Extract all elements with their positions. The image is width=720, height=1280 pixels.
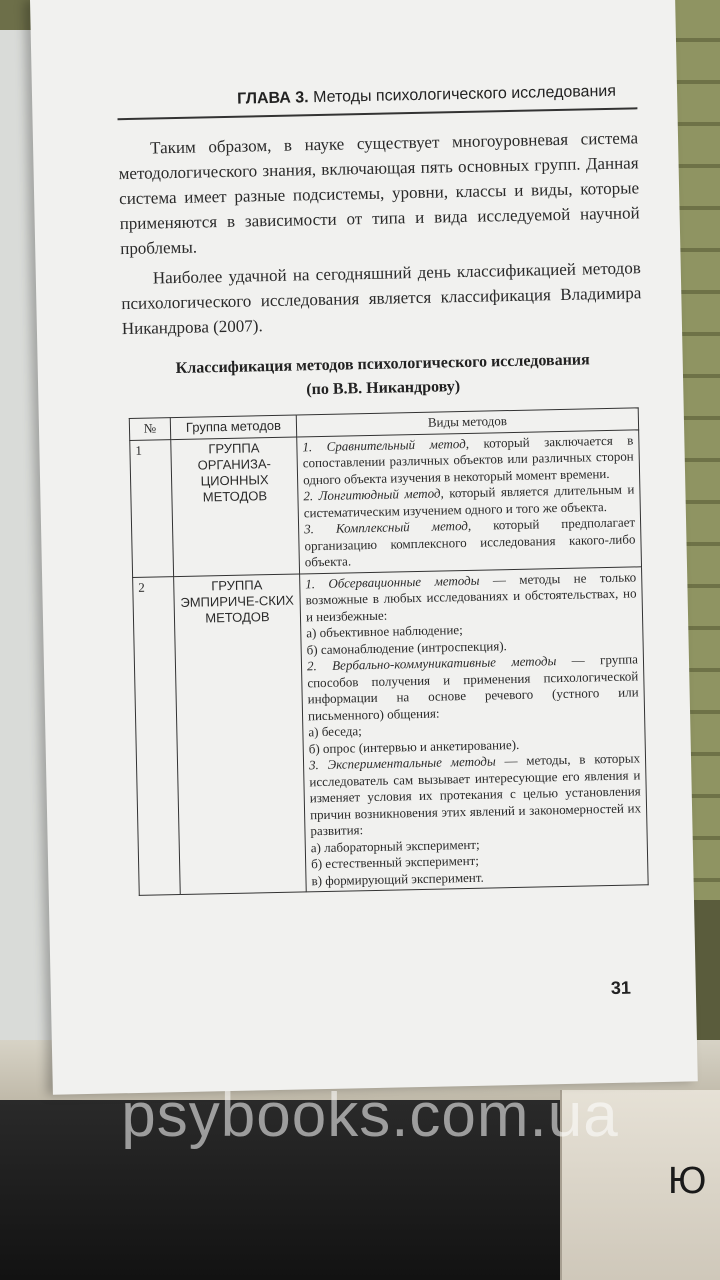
row-types (300, 566, 649, 892)
row-number: 2 (133, 576, 181, 895)
method-item: 1. Обсервационные методы — методы не только возможные в любых исследованиях и обстоятельствах, но и неизбежные: (305, 568, 637, 624)
row-group: ГРУППА ОРГАНИЗА-ЦИОННЫХ МЕТОДОВ (171, 437, 300, 577)
table-title (123, 347, 644, 406)
page-number: 31 (610, 977, 632, 999)
table-title-line-2: (по В.В. Никандрову) (306, 378, 461, 399)
book-page (30, 0, 698, 1095)
paragraph-1: Таким образом, в науке существует многоуровневая система методологического знания, включающая пять основных групп. Данная система имеет разные подсистемы, уровни, классы и виды, которые применяются в зависимости от типа и вида исследуемой научной проблемы. (118, 128, 640, 259)
classification-table (129, 407, 649, 896)
header-group: Группа методов (170, 415, 296, 439)
chapter-label: ГЛАВА 3. (236, 89, 309, 108)
method-subitem: а) лабораторный эксперимент; (310, 836, 480, 855)
method-subitem: б) самонаблюдение (интроспекция). (306, 637, 507, 657)
row-number: 1 (130, 439, 174, 577)
method-subitem: б) естественный эксперимент; (310, 852, 480, 872)
watermark: psybooks.com.ua (121, 1081, 619, 1150)
table-title-line-1: Классификация методов психологического исследования (175, 351, 590, 378)
method-subitem: а) беседа; (308, 723, 362, 740)
table-row (133, 566, 649, 895)
method-item: 3. Экспериментальные методы — методы, в которых исследователь сам вызывает интересующие его явления и изменяет условия их протекания с целью установления причин возникновения этих явлений и закономерностей их развития: (308, 750, 642, 839)
method-subitem: б) опрос (интервью и анкетирование). (308, 736, 520, 756)
table-row (130, 429, 642, 577)
book-spine-letter: Ю (668, 1160, 707, 1202)
method-subitem: в) формирующий эксперимент. (311, 869, 484, 888)
row-types (297, 429, 642, 573)
method-item: 2. Лонгитюдный метод, который является длительным и систематическим изучением одного и того же объекта. (303, 481, 635, 520)
method-item: 3. Комплексный метод, который предполагает организацию комплексного исследования какого-либо объекта. (303, 514, 636, 570)
header-types: Виды методов (296, 408, 638, 437)
row-group: ГРУППА ЭМПИРИЧЕ-СКИХ МЕТОДОВ (174, 573, 307, 894)
method-item: 2. Вербально-коммуникативные методы — группа способов получения и применения психологической информации на основе речевого (устного или письменного) общения: (306, 651, 639, 723)
header-rule (117, 107, 637, 120)
method-item: 1. Сравнительный метод, который заключается в сопоставлении различных объектов или различных сторон одного объекта изучения в некоторый момент времени. (302, 431, 634, 487)
running-head (237, 83, 616, 109)
header-num: № (129, 418, 170, 440)
paragraph-2: Наиболее удачной на сегодняшний день классификацией методов психологического исследования является классификация Владимира Никандрова (2007). (121, 258, 642, 339)
chapter-title: Методы психологического исследования (312, 82, 617, 107)
method-subitem: а) объективное наблюдение; (306, 622, 463, 641)
